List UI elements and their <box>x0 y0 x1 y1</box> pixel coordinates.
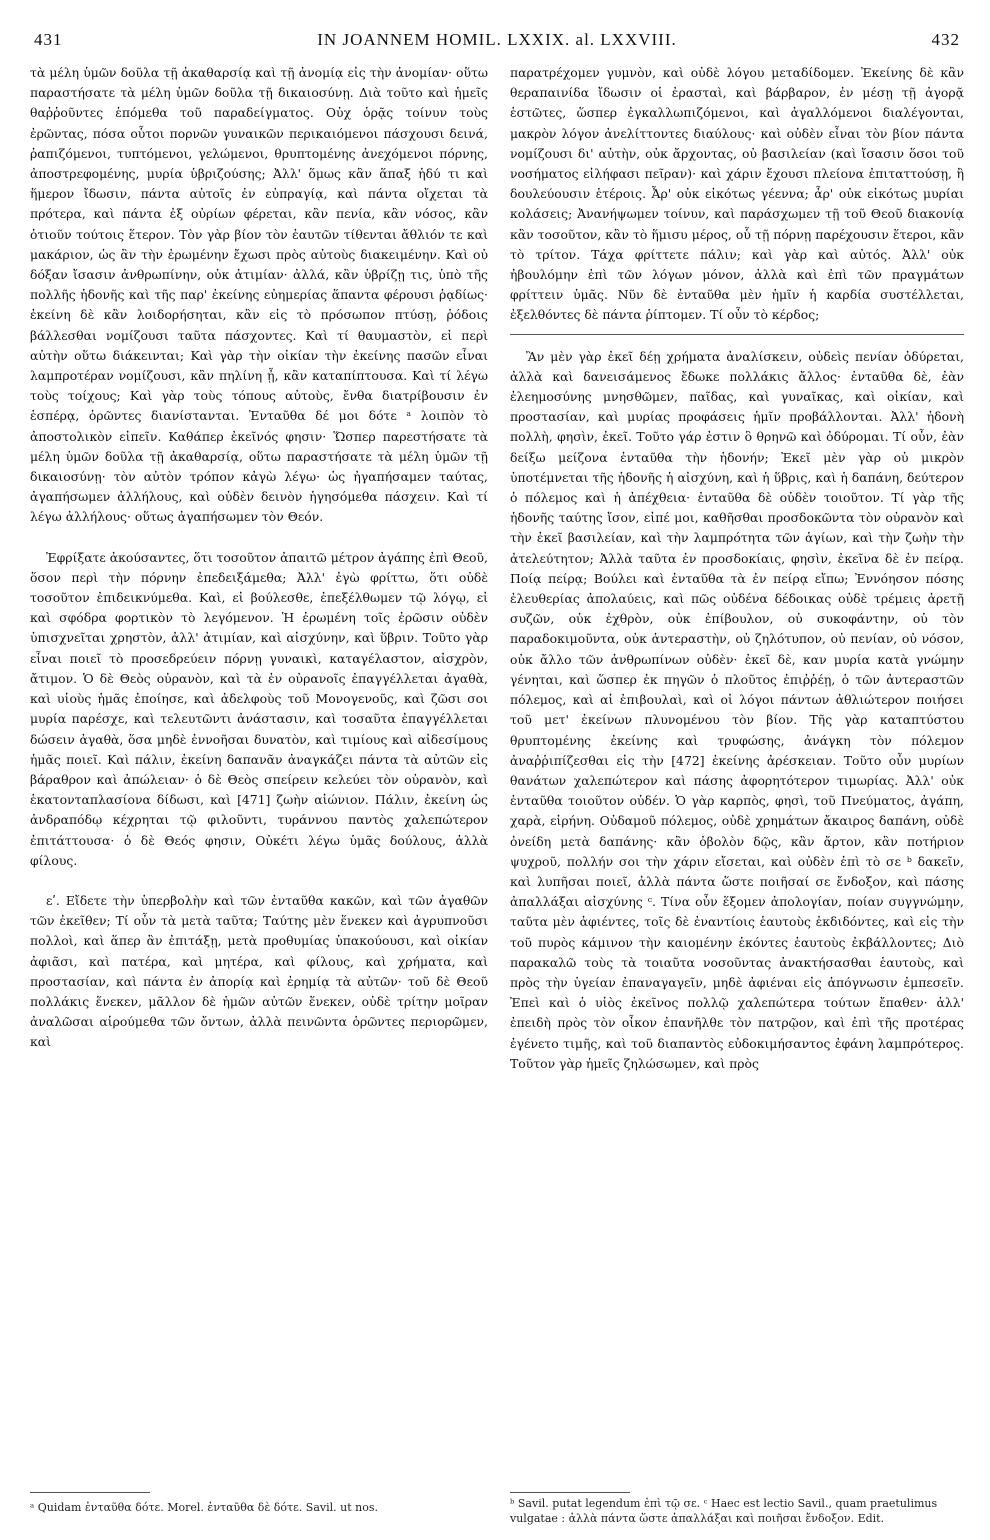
footnote-left: ᵃ Quidam ἐνταῦθα δότε. Morel. ἐνταῦθα δὲ δότε. Savil. ut nos. <box>30 1501 378 1514</box>
footnote-rule-right <box>510 1492 630 1493</box>
left-paragraph-3: εʹ. Εἴδετε τὴν ὑπερβολὴν καὶ τῶν ἐνταῦθα κακῶν, καὶ τῶν ἀγαθῶν τῶν ἐκεῖθεν; Τί οὖν τὰ μετὰ ταῦτα; Ταύτης μὲν ἕνεκεν καὶ ἀγρυπνοῦσι πολλοὶ, καὶ ἅπερ ἂν ἐπιτάξῃ, μετὰ προθυμίας ὑπακούουσι, καὶ οἰκίαν ἀφιᾶσι, καὶ πατέρα, καὶ μητέρα, καὶ φίλους, καὶ χρήματα, καὶ προστασίαν, καὶ πάντα ἐν ἀπορίᾳ καὶ ἐρημίᾳ τὰ αὐτῶν· τοῦ δὲ Θεοῦ πολλάκις ἕνεκεν, μᾶλλον δὲ ἡμῶν αὐτῶν ἕνεκεν, οὐδὲ τρίτην μοῖραν ἀναλῶσαι αἱρούμεθα τῶν ὄντων, ἀλλὰ πεινῶντα ὁρῶντες περιορῶμεν, καὶ <box>30 892 488 1050</box>
running-header <box>34 30 960 56</box>
page-number-right: 432 <box>931 30 960 49</box>
footnote-rule-left <box>30 1492 150 1493</box>
left-column <box>30 63 488 1053</box>
page-number-left: 431 <box>34 30 63 49</box>
right-paragraph-2: Ἂν μὲν γὰρ ἐκεῖ δέῃ χρήματα ἀναλίσκειν, οὐδεὶς πενίαν ὀδύρεται, ἀλλὰ καὶ δανεισάμενος ἔδωκε πολλάκις ἄλλος· ἐνταῦθα δὲ, ἐὰν ἐλεημοσύνης μνησθῶμεν, παῖδας, καὶ γυναῖκας, καὶ οἰκίαν, καὶ προστασίαν, καὶ μυρίας προφάσεις ἡμῖν προβάλλονται. Ἀλλ' ἡδονὴ πολλὴ, φησὶν, ἐκεῖ. Τοῦτο γάρ ἐστιν ὃ θρηνῶ καὶ ὀδύρομαι. Τί οὖν, ἐὰν δείξω μείζονα ἐνταῦθα τὴν ἡδονήν; Ἐκεῖ μὲν γὰρ οὐ μικρὸν ὑποτέμνεται τῆς ἡδονῆς ἡ αἰσχύνη, καὶ ἡ ὕβρις, καὶ ἡ δαπάνη, δεύτερον ὁ πόλεμος καὶ ἡ ἀπέχθεια· ἐνταῦθα δὲ οὐδὲν τοιοῦτον. Τί γὰρ τῆς ἡδονῆς ταύτης ἴσον, εἰπέ μοι, καθῆσθαι προσδοκῶντα τὸν οὐρανὸν καὶ τὴν ἐκεῖ βασιλείαν, καὶ τὴν λαμπρότητα τῶν ἁγίων, καὶ τὴν ζωὴν τὴν ἀτελεύτητον; Ἀλλὰ ταῦτα ἐν προσδοκίαις, φησὶν, ἐκεῖνα δὲ ἐν πείρᾳ. Ποίᾳ πείρᾳ; Βούλει καὶ ἐνταῦθα τὰ ἐν πείρᾳ εἴπω; Ἐννόησον πόσης ἐλευθερίας ἀπολαύεις, καὶ πῶς οὐδένα δέδοικας οὐδὲ τρέμεις ἀρετῇ συζῶν, οὐκ ἐχθρὸν, οὐκ ἐπίβουλον, οὐ συκοφάντην, οὐ τὸν παραδοκιμοῦντα, οὐκ ἀντεραστὴν, οὐ ζηλότυπον, οὐ πενίαν, οὐ νόσον, οὐκ ἄλλο τῶν ἀνθρωπίνων οὐδὲν· ἐκεῖ δὲ, καν μυρία κατὰ γνώμην γένηται, καὶ ὥσπερ ἐκ πηγῶν ὁ πλοῦτος ἐπιῤῥέῃ, ὁ τῶν ἀντεραστῶν πόλεμος, καὶ αἱ ἐπιβουλαὶ, καὶ οἱ λόγοι πάντων ἀθλιώτερον ποιήσει τοῦ μετ' ἐκείνων πλυνομένου τὸν βίον. Τῆς γὰρ καταπτύστου θρυπτομένης ἐκείνης καὶ τρυφώσης, ἀνάγκη τὸν πόλεμον ἀναῤῥιπίζεσθαι εἰς τὴν [472] ἐκείνης ἀρέσκειαν. Τοῦτο οὖν μυρίων θανάτων χαλεπώτερον καὶ πάσης ἀφορητότερον τιμωρίας. Ἀλλ' οὐκ ἐνταῦθα τοιοῦτον οὐδέν. Ὁ γὰρ καρπὸς, φησὶ, τοῦ Πνεύματος, ἀγάπη, χαρὰ, εἰρήνη. Οὐδαμοῦ πόλεμος, οὐδὲ χρημάτων ἄκαιρος δαπάνη, οὐδὲ ὀνείδη μετὰ δαπάνης· κἂν ὀβολὸν δῷς, κἂν ἄρτον, κἂν ποτήριον ψυχροῦ, πολλήν σοι τὴν χάριν εἴσεται, καὶ οὐδὲν ἐπὶ τὸ σε ᵇ δακεῖν, καὶ λυπῆσαι ποιεῖ, ἀλλὰ πάντα ὥστε ποιῆσαί σε ἔνδοξον, καὶ πάσης ἀπαλλάξαι αἰσχύνης ᶜ. Τίνα οὖν ἕξομεν ἀπολογίαν, ποίαν συγγνώμην, ταῦτα μὲν ἀφιέντες, τοῖς δὲ ἐναντίοις ἑαυτοὺς ἐκδιδόντες, καὶ εἰς τὴν τοῦ πυρὸς κάμινον τὴν καιομένην ἑκόντες ἑαυτοὺς ἐκβάλλοντες; Διὸ παρακαλῶ τοὺς τὰ τοιαῦτα νοσοῦντας ἀνακτήσασθαι ἑαυτοὺς, καὶ πρὸς τὴν ὑγείαν ἐπαναγαγεῖν, μηδὲ ἀφιέναι εἰς ἀπόγνωσιν ἐμπεσεῖν. Ἐπεὶ καὶ ὁ υἱὸς ἐκεῖνος πολλῷ χαλεπώτερα τούτων ἔπαθεν· ἀλλ' ἐπειδὴ πρὸς τὸν οἶκον ἐπανῆλθε τὸν πατρῷον, καὶ ἐπὶ τῆς προτέρας ἐγένετο τιμῆς, καὶ τοῦ διαπαντὸς εὐδοκιμήσαντος ἐφάνη λαμπρότερος. Τοῦτον γὰρ ἡμεῖς ζηλώσωμεν, καὶ πρὸς <box>510 348 964 1071</box>
right-paragraph-1: παρατρέχομεν γυμνὸν, καὶ οὐδὲ λόγου μεταδίδομεν. Ἐκείνης δὲ κἂν θεραπαινίδα ἴδωσιν οἱ ἐρασταὶ, καὶ βάρβαρον, ἐν μέσῃ τῇ ἀγορᾷ ἑστῶτες, ὥσπερ ἐγκαλλωπιζόμενοι, καὶ ἀγαλλόμενοι διαλέγονται, μακρὸν λόγον ἀνελίττοντες διαύλους· καὶ οὐδὲν εἶναι τὸν βίον πάντα νομίζουσι δι' αὐτὴν, οὐκ ἄρχοντας, οὐ βασιλείαν (καὶ ἴσασιν ὅσοι τοῦ νοσήματος εἰλήφασι πεῖραν)· καὶ χάριν ἔχουσι πλείονα ἐπιταττούσῃ, ἢ δουλεύουσιν ἑτέροις. Ἆρ' οὐκ εἰκότως γέεννα; ἆρ' οὐκ εἰκότως μυρίαι κολάσεις; Ἀνανήψωμεν τοίνυν, καὶ παράσχωμεν τῇ τοῦ Θεοῦ διακονίᾳ κἂν τοσοῦτον, κἂν τὸ ἥμισυ μέρος, οὗ τῇ πόρνῃ παρέχουσιν ἕτεροι, κἂν τὸ τρίτον. Τάχα φρίττετε πάλιν; καὶ γὰρ καὶ αὐτός. Ἀλλ' οὐκ ἠβουλόμην ἐπὶ τῶν λόγων μόνον, ἀλλὰ καὶ ἐπὶ τῶν πραγμάτων φρίττειν ὑμᾶς. Νῦν δὲ ἐνταῦθα μὲν ἡμῖν ἡ καρδία συστέλλεται, ἐξελθόντες δὲ πάντα ῥίπτομεν. Τί οὖν τὸ κέρδος; <box>510 65 964 323</box>
footnote-right: ᵇ Savil. putat legendum ἐπὶ τῷ σε. ᶜ Haec est lectio Savil., quam praetulimus vulgatae : ἀλλὰ πάντα ὥστε ἀπαλλάξαι καὶ ποιῆσαι ἔνδοξον. Edit. <box>510 1497 938 1525</box>
left-paragraph-1: τὰ μέλη ὑμῶν δοῦλα τῇ ἀκαθαρσίᾳ καὶ τῇ ἀνομίᾳ εἰς τὴν ἀνομίαν· οὕτω παραστήσατε τὰ μέλη ὑμῶν δοῦλα τῇ δικαιοσύνῃ. Διὰ τοῦτο καὶ ἡμεῖς θαῤῥοῦντες ἑπόμεθα τοῦ παραδείγματος. Οὐχ ὁρᾷς τοίνυν τοὺς ἐρῶντας, πόσα οὗτοι πορνῶν γυναικῶν περικαιόμενοι πάσχουσι δεινά, ῥαπιζόμενοι, τυπτόμενοι, γελώμενοι, θρυπτομένης ἀνεχόμενοι πόρνης, ἀποστρεφομένης, μυρία ὑβριζούσης; Ἀλλ' ὅμως κἂν ἅπαξ ἡδύ τι καὶ ἥμερον ἴδωσιν, πάντα αὐτοῖς ἐν εὐπραγίᾳ, καὶ πάντα οἴχεται τὰ πρότερα, καὶ πάντα ἐξ οὐρίων φέρεται, κἂν πενία, κἂν νόσος, κἂν ὁτιοῦν τούτοις ἕτερον. Τὸν γὰρ βίον τὸν ἑαυτῶν τίθενται ἄθλιόν τε καὶ μακάριον, ὡς ἂν τὴν ἐρωμένην ἔχωσι πρὸς αὐτοὺς διακειμένην. Καὶ οὐ δόξαν ἴσασιν ἀνθρωπίνην, οὐκ ἀτιμίαν· ἀλλά, κἂν ὑβρίζῃ τις, ὑπὸ τῆς πολλῆς ἡδονῆς καὶ τῆς παρ' ἐκείνης εὐημερίας ἅπαντα φέρουσι ῥᾳδίως· ἐκείνη δὲ κἂν λοιδορήσηται, κἂν εἰς τὸ πρόσωπον πτύσῃ, ῥόδοις βάλλεσθαι νομίζουσι ταῦτα πάσχοντες. Καὶ τί θαυμαστὸν, εἰ περὶ αὐτὴν οὕτω διάκεινται; Καὶ γὰρ τὴν οἰκίαν τὴν ἐκείνης πασῶν εἶναι λαμπροτέραν νομίζουσι, κἂν πηλίνη ᾖ, κἂν καταπίπτουσα. Καὶ τί λέγω τοὺς τοίχους; Καὶ γὰρ τοὺς τόπους αὐτοὺς, ἔνθα διατρίβουσιν ἐν ἑσπέρᾳ, ὁρῶντες διανίστανται. Ἐνταῦθα δέ μοι δότε ᵃ λοιπὸν τὸ ἀποστολικὸν εἰπεῖν. Καθάπερ ἐκεῖνός φησιν· Ὥσπερ παρεστήσατε τὰ μέλη ὑμῶν δοῦλα τῇ ἀκαθαρσίᾳ, οὕτω παραστήσατε τὰ μέλη ὑμῶν τῇ δικαιοσύνῃ· τὸν αὐτὸν τρόπον κἀγὼ λέγω· ὡς ἠγαπήσαμεν ταύτας, ἀγαπήσωμεν ἀλλήλους, καὶ οὐδὲν δεινὸν ἡγησόμεθα πάσχειν. Καὶ τί λέγω ἀλλήλους· οὕτως ἀγαπήσωμεν τὸν Θεόν. <box>30 65 488 525</box>
right-column <box>510 63 964 1074</box>
running-title: IN JOANNEM HOMIL. LXXIX. al. LXXVIII. <box>317 30 677 49</box>
left-paragraph-2: Ἐφρίξατε ἀκούσαντες, ὅτι τοσοῦτον ἀπαιτῶ μέτρον ἀγάπης ἐπὶ Θεοῦ, ὅσον περὶ τὴν πόρνην ἐπεδειξάμεθα; Ἀλλ' ἐγὼ φρίττω, ὅτι οὐδὲ τοσοῦτον ἐπιδεικνύμεθα. Καὶ, εἰ βούλεσθε, ἐπεξέλθωμεν τῷ λόγῳ, εἰ καὶ σφόδρα φορτικὸν τὸ λεγόμενον. Ἡ ἐρωμένη τοῖς ἐρῶσιν οὐδὲν ὑπισχνεῖται χρηστὸν, ἀλλ' ἀτιμίαν, καὶ αἰσχύνην, καὶ ὕβριν. Τοῦτο γὰρ εἶναι ποιεῖ τὸ προσεδρεύειν πόρνῃ γυναικὶ, καταγέλαστον, αἰσχρὸν, ἄτιμον. Ὁ δὲ Θεὸς οὐρανὸν, καὶ τὰ ἐν οὐρανοῖς ἐπαγγέλλεται ἀγαθὰ, καὶ υἱοὺς ἡμᾶς ἐποίησε, καὶ ἀδελφοὺς τοῦ Μονογενοῦς, καὶ ζῶσι σοι μυρία παρέσχε, καὶ τελευτῶντι ἀνάστασιν, καὶ τοσαῦτα ἐπαγγέλλεται δώσειν ἀγαθὰ, ὅσα μηδὲ ἐννοῆσαι δυνατὸν, καὶ τιμίους καὶ αἰδεσίμους ἡμᾶς ποιεῖ. Καὶ πάλιν, ἐκείνη δαπανᾶν ἀναγκάζει πάντα τὰ αὐτῶν εἰς βάραθρον καὶ ἀπώλειαν· ὁ δὲ Θεὸς σπείρειν κελεύει τὸν οὐρανὸν, καὶ ἑκατονταπλασίονα δίδωσι, καὶ [471] ζωὴν αἰώνιον. Πάλιν, ἐκείνη ὡς ἀνδραπόδῳ κέχρηται τῷ φιλοῦντι, τυράννου παντὸς χαλεπώτερον ἐπιτάττουσα· ὁ δὲ Θεός φησιν, Οὐκέτι λέγω ὑμᾶς δούλους, ἀλλὰ φίλους. <box>30 549 488 868</box>
column-divider <box>510 334 964 335</box>
